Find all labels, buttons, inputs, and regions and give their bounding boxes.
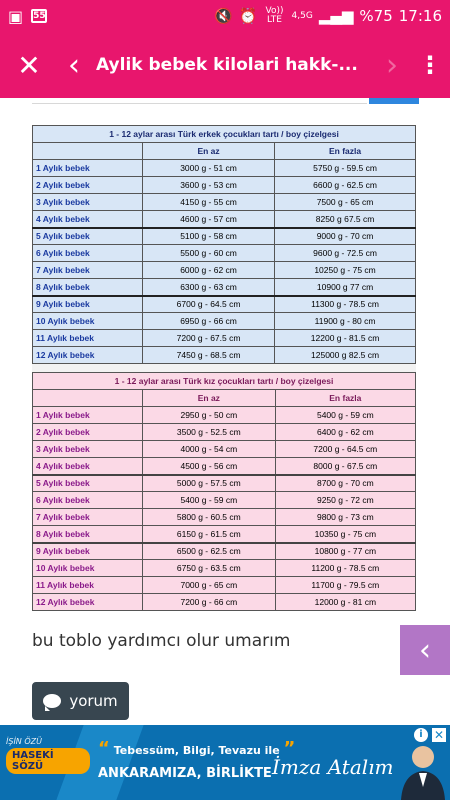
max-value: 6400 g - 62 cm — [275, 424, 415, 441]
more-vertical-icon[interactable]: ⋮ — [418, 51, 442, 79]
divider — [32, 98, 367, 104]
table-row — [33, 296, 416, 313]
min-value: 4500 g - 56 cm — [143, 458, 276, 475]
table-corner — [33, 143, 143, 160]
max-value: 10800 g - 77 cm — [275, 543, 415, 560]
min-value: 5400 g - 59 cm — [143, 492, 276, 509]
min-value: 3600 g - 53 cm — [143, 177, 275, 194]
girls-col-min: En az — [143, 390, 276, 407]
row-label: 3 Aylık bebek — [33, 441, 143, 458]
max-value: 8250 g 67.5 cm — [275, 211, 416, 228]
table-row — [33, 577, 416, 594]
boys-col-max: En fazla — [275, 143, 416, 160]
min-value: 5800 g - 60.5 cm — [143, 509, 276, 526]
min-value: 6700 g - 64.5 cm — [143, 296, 275, 313]
row-label: 2 Aylık bebek — [33, 177, 143, 194]
app-toolbar — [0, 32, 450, 98]
ad-logo — [6, 737, 90, 777]
max-value: 9250 g - 72 cm — [275, 492, 415, 509]
chat-bubble-icon — [43, 694, 61, 708]
max-value: 10350 g - 75 cm — [275, 526, 415, 543]
max-value: 11300 g - 78.5 cm — [275, 296, 416, 313]
max-value: 7500 g - 65 cm — [275, 194, 416, 211]
max-value: 8000 g - 67.5 cm — [275, 458, 415, 475]
ad-banner[interactable] — [0, 725, 450, 800]
ad-logo-main: HASEKİ SÖZÜ — [6, 748, 90, 774]
row-label: 2 Aylık bebek — [33, 424, 143, 441]
table-row — [33, 407, 416, 424]
table-row — [33, 228, 416, 245]
ad-close-icon[interactable]: ✕ — [433, 728, 445, 742]
min-value: 4600 g - 57 cm — [143, 211, 275, 228]
min-value: 5000 g - 57.5 cm — [143, 475, 276, 492]
close-icon[interactable]: ✕ — [17, 48, 41, 82]
max-value: 9800 g - 73 cm — [275, 509, 415, 526]
max-value: 5400 g - 59 cm — [275, 407, 415, 424]
table-row — [33, 262, 416, 279]
table-row — [33, 526, 416, 543]
network-indicator: 4,5G — [291, 10, 313, 21]
side-panel-button[interactable] — [400, 625, 450, 675]
table-row — [33, 330, 416, 347]
min-value: 7450 g - 68.5 cm — [143, 347, 275, 364]
row-label: 4 Aylık bebek — [33, 458, 143, 475]
row-label: 6 Aylık bebek — [33, 492, 143, 509]
min-value: 3000 g - 51 cm — [143, 160, 275, 177]
min-value: 6300 g - 63 cm — [143, 279, 275, 296]
min-value: 6750 g - 63.5 cm — [143, 560, 276, 577]
table-row — [33, 492, 416, 509]
chevron-left-icon[interactable]: ‹ — [68, 47, 80, 83]
table-row — [33, 543, 416, 560]
max-value: 12200 g - 81.5 cm — [275, 330, 416, 347]
table-corner — [33, 390, 143, 407]
table-row — [33, 560, 416, 577]
ad-person-photo — [395, 737, 450, 800]
min-value: 6950 g - 66 cm — [143, 313, 275, 330]
row-label: 4 Aylık bebek — [33, 211, 143, 228]
row-label: 11 Aylık bebek — [33, 330, 143, 347]
row-label: 12 Aylık bebek — [33, 347, 143, 364]
lte-indicator: Vo)) LTE — [265, 6, 284, 25]
max-value: 12000 g - 81 cm — [275, 594, 415, 611]
ad-logo-top: İŞİN ÖZÜ — [6, 737, 42, 746]
max-value: 11900 g - 80 cm — [275, 313, 416, 330]
chevron-left-icon: ‹ — [419, 632, 431, 668]
blue-tab-edge — [369, 98, 419, 104]
boys-growth-table — [32, 125, 416, 364]
max-value: 8700 g - 70 cm — [275, 475, 415, 492]
table-row — [33, 475, 416, 492]
row-label: 7 Aylık bebek — [33, 509, 143, 526]
min-value: 6500 g - 62.5 cm — [143, 543, 276, 560]
table-row — [33, 160, 416, 177]
table-row — [33, 458, 416, 475]
min-value: 6150 g - 61.5 cm — [143, 526, 276, 543]
max-value: 10900 g 77 cm — [275, 279, 416, 296]
max-value: 125000 g 82.5 cm — [275, 347, 416, 364]
row-label: 12 Aylık bebek — [33, 594, 143, 611]
clock: 17:16 — [398, 7, 442, 25]
table-row — [33, 177, 416, 194]
min-value: 7200 g - 66 cm — [143, 594, 276, 611]
max-value: 6600 g - 62.5 cm — [275, 177, 416, 194]
min-value: 7000 g - 65 cm — [143, 577, 276, 594]
girls-col-max: En fazla — [275, 390, 415, 407]
min-value: 4150 g - 55 cm — [143, 194, 275, 211]
min-value: 4000 g - 54 cm — [143, 441, 276, 458]
table-row — [33, 245, 416, 262]
page-content — [0, 98, 450, 725]
row-label: 8 Aylık bebek — [33, 279, 143, 296]
comment-button[interactable] — [32, 682, 129, 720]
min-value: 2950 g - 50 cm — [143, 407, 276, 424]
max-value: 7200 g - 64.5 cm — [275, 441, 415, 458]
girls-growth-table — [32, 372, 416, 611]
ad-headline: ANKARAMIZA, BİRLİKTE — [98, 766, 272, 781]
boys-table-caption: 1 - 12 aylar arası Türk erkek çocukları tartı / boy çizelgesi — [33, 126, 416, 143]
ad-quote: “ Tebessüm, Bilgi, Tevazu ile ” — [98, 738, 296, 759]
table-row — [33, 194, 416, 211]
mute-icon: 🔇 — [214, 7, 233, 25]
row-label: 10 Aylık bebek — [33, 560, 143, 577]
row-label: 1 Aylık bebek — [33, 407, 143, 424]
min-value: 6000 g - 62 cm — [143, 262, 275, 279]
max-value: 11700 g - 79.5 cm — [275, 577, 415, 594]
max-value: 9000 g - 70 cm — [275, 228, 416, 245]
row-label: 11 Aylık bebek — [33, 577, 143, 594]
notification-badge: 55 — [33, 11, 46, 21]
row-label: 1 Aylık bebek — [33, 160, 143, 177]
row-label: 9 Aylık bebek — [33, 543, 143, 560]
signal-icon: ▂▄▆ — [318, 7, 354, 25]
max-value: 5750 g - 59.5 cm — [275, 160, 416, 177]
ad-script-text: İmza Atalım — [272, 755, 394, 779]
row-label: 10 Aylık bebek — [33, 313, 143, 330]
comment-button-label: yorum — [69, 692, 118, 710]
table-row — [33, 509, 416, 526]
table-row — [33, 211, 416, 228]
status-left — [8, 7, 47, 26]
min-value: 5100 g - 58 cm — [143, 228, 275, 245]
table-row — [33, 594, 416, 611]
answer-text: bu toblo yardımcı olur umarım — [32, 631, 291, 651]
max-value: 11200 g - 78.5 cm — [275, 560, 415, 577]
girls-table-caption: 1 - 12 aylar arası Türk kız çocukları tartı / boy çizelgesi — [33, 373, 416, 390]
ad-info-icon[interactable]: i — [414, 728, 428, 742]
status-right — [214, 7, 442, 25]
alarm-icon: ⏰ — [238, 7, 258, 25]
row-label: 6 Aylık bebek — [33, 245, 143, 262]
row-label: 5 Aylık bebek — [33, 228, 143, 245]
table-row — [33, 347, 416, 364]
max-value: 10250 g - 75 cm — [275, 262, 416, 279]
table-row — [33, 441, 416, 458]
min-value: 5500 g - 60 cm — [143, 245, 275, 262]
table-row — [33, 424, 416, 441]
growth-chart-image[interactable] — [32, 125, 416, 611]
chevron-right-icon[interactable]: › — [386, 47, 398, 83]
row-label: 8 Aylık bebek — [33, 526, 143, 543]
min-value: 7200 g - 67.5 cm — [143, 330, 275, 347]
min-value: 3500 g - 52.5 cm — [143, 424, 276, 441]
row-label: 5 Aylık bebek — [33, 475, 143, 492]
row-label: 7 Aylık bebek — [33, 262, 143, 279]
page-title: Aylik bebek kilolari hakk-... — [96, 55, 358, 75]
boys-col-min: En az — [143, 143, 275, 160]
gallery-notification-icon: ▣ — [8, 6, 24, 26]
status-bar — [0, 0, 450, 32]
max-value: 9600 g - 72.5 cm — [275, 245, 416, 262]
row-label: 9 Aylık bebek — [33, 296, 143, 313]
battery-level: %75 — [359, 7, 393, 25]
table-row — [33, 313, 416, 330]
ad-quote-text: Tebessüm, Bilgi, Tevazu ile — [113, 744, 280, 757]
row-label: 3 Aylık bebek — [33, 194, 143, 211]
table-row — [33, 279, 416, 296]
